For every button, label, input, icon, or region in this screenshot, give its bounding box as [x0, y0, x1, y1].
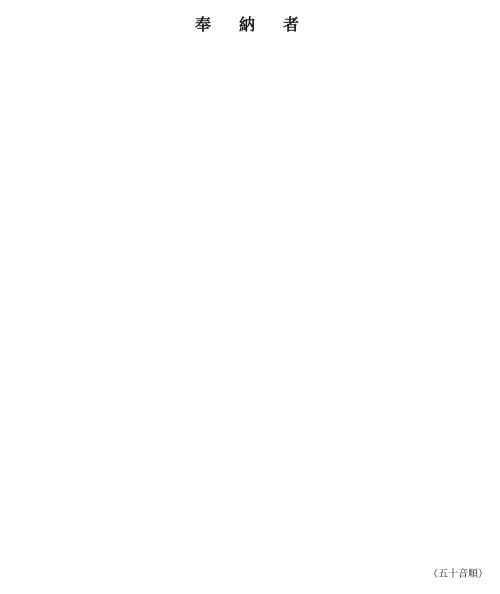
name-column-5	[398, 40, 492, 568]
name-column-4	[301, 40, 395, 568]
order-note: （五十音順）	[428, 569, 488, 580]
name-columns	[8, 40, 492, 568]
page-title: 奉 納 者	[194, 15, 305, 34]
name-column-3	[203, 40, 297, 568]
name-column-1	[8, 40, 102, 568]
name-column-2	[106, 40, 200, 568]
